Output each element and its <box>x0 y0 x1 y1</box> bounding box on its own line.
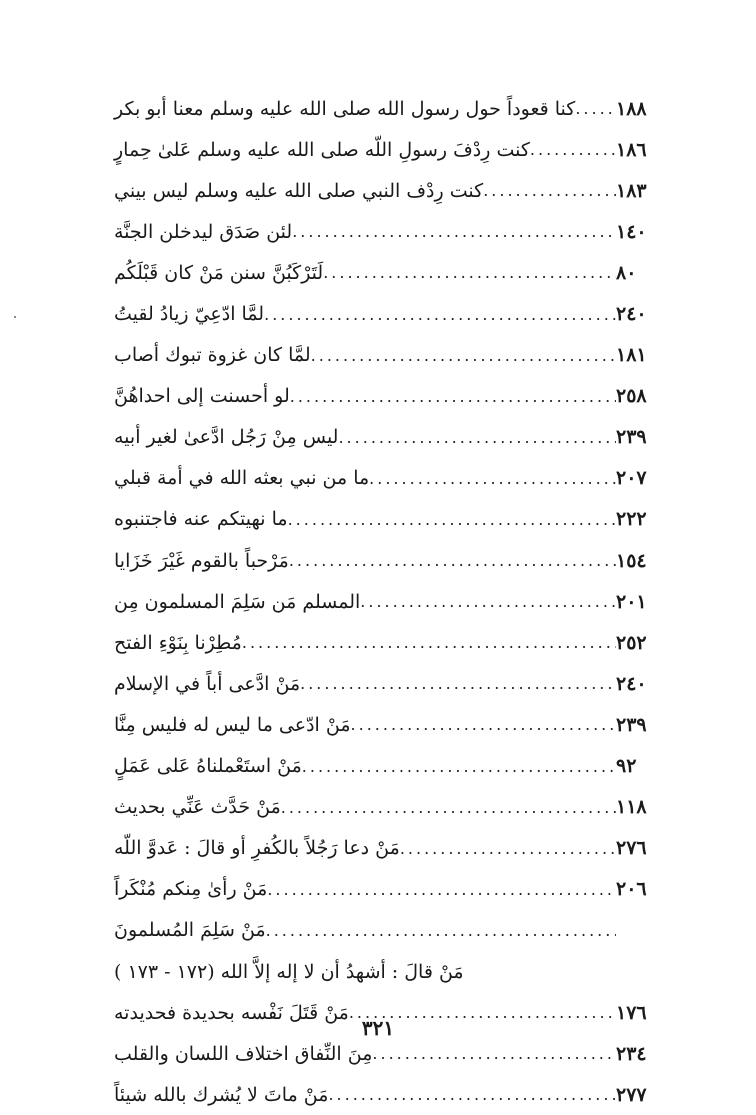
entry-text: كنت رِدْفَ رسولِ اللّه صلى الله عليه وسلم عَلىٰ حِمارٍ <box>114 138 530 161</box>
entry-text: لئن صَدَق ليدخلن الجنَّة <box>114 220 293 243</box>
index-entry <box>106 622 678 663</box>
entry-page-number: ٢٤٠ <box>616 672 647 695</box>
entry-page-number: ٢٠١ <box>616 590 647 613</box>
index-entry <box>106 704 678 745</box>
index-entry <box>106 746 678 787</box>
index-entry <box>106 458 678 499</box>
leader-dots <box>266 921 616 940</box>
leader-dots <box>328 1085 616 1104</box>
leader-dots <box>267 880 616 899</box>
entry-page-number: ٢٧٦ <box>616 837 647 860</box>
page-number: ٣٢١ <box>361 1016 395 1040</box>
entry-text: لمَّا ادّعِيّ زيادُ لقيتُ <box>114 303 265 326</box>
leader-dots <box>483 181 616 200</box>
leader-dots <box>264 305 616 324</box>
index-entry <box>106 581 678 622</box>
index-entry <box>106 417 678 458</box>
leader-dots <box>289 551 616 570</box>
leader-dots <box>300 674 616 693</box>
leader-dots <box>302 757 616 776</box>
entry-text: لَتَرْكَبُنَّ سنن مَنْ كان قَبْلَكُم <box>114 261 324 284</box>
margin-speck <box>14 316 16 318</box>
entry-page-number: ١٨٦ <box>616 138 647 161</box>
index-entry <box>106 540 678 581</box>
entry-text: مَنْ سَلِمَ المُسلمونَ <box>114 919 266 942</box>
entry-page-number: ٢٤٠ <box>616 303 647 326</box>
entry-text: مَنْ ادَّعى أباً في الإسلام <box>114 672 301 695</box>
entry-text: كنت رِدْف النبي صلى الله عليه وسلم ليس بيني <box>114 179 484 202</box>
entry-page-number: ١٨٣ <box>616 179 647 202</box>
leader-dots <box>530 140 616 159</box>
entry-text: مَنْ ماتَ لا يُشرك بالله شيئاً <box>114 1083 329 1106</box>
entry-text: مَنْ قَتَلَ نَفْسه بحديدة فحديدته <box>114 1001 349 1024</box>
entry-text: لو أحسنت إلى احداهُنَّ <box>114 385 290 408</box>
entry-page-number: ١٨١ <box>616 344 647 367</box>
index-entry <box>106 252 678 293</box>
index-entry <box>106 951 678 992</box>
entry-page-number: ٢٧٧ <box>616 1083 647 1106</box>
entry-page-number: ٢٠٦ <box>616 878 647 901</box>
entry-page-number: ٨٠ <box>616 261 637 284</box>
entry-page-number: ٢٥٢ <box>616 631 647 654</box>
entry-text: كنا قعوداً حول رسول الله صلى الله عليه وسلم معنا أبو بكر <box>114 97 576 120</box>
entry-page-number: ٢٠٧ <box>616 467 647 490</box>
index-entry <box>106 499 678 540</box>
entry-page-number: ١٥٤ <box>616 549 647 572</box>
leader-dots <box>338 428 616 447</box>
leader-dots <box>290 387 616 406</box>
entry-text: مَنْ استَعْملناهُ عَلى عَمَلٍ <box>114 755 302 778</box>
entry-page-number: ١٤٠ <box>616 220 647 243</box>
entry-page-number: ١٧٦ <box>616 1001 647 1024</box>
entry-text: مَرْحباً بالقوم غَيْرَ خَزَايا <box>114 549 289 572</box>
leader-dots <box>242 633 616 652</box>
index-entry <box>106 869 678 910</box>
entry-text: مِنَ النِّفاق اختلاف اللسان والقلب <box>114 1042 373 1065</box>
index-entry <box>106 211 678 252</box>
index-entry <box>106 170 678 211</box>
leader-dots <box>575 99 616 118</box>
leader-dots <box>372 1044 616 1063</box>
leader-dots <box>281 798 616 817</box>
entry-page-number: ٢٣٩ <box>616 713 647 736</box>
index-entry <box>106 88 678 129</box>
index-entry <box>106 335 678 376</box>
leader-dots <box>369 469 616 488</box>
entry-page-number: ١٨٨ <box>616 97 647 120</box>
leader-dots <box>323 263 616 282</box>
entry-text: لمَّا كان غزوة تبوك أصاب <box>114 344 311 367</box>
leader-dots <box>360 592 616 611</box>
entry-text: مَنْ دعا رَجُلاً بالكُفرِ أو قالَ : عَدوَّ اللّه <box>114 837 400 860</box>
entry-page-number: ٢٣٩ <box>616 426 647 449</box>
entry-text: مَنْ قالَ : أشهدُ أن لا إله إلاَّ الله (١٧٢ - ١٧٣ ) <box>114 960 464 983</box>
index-entry <box>106 293 678 334</box>
entry-page-number: ٩٢ <box>616 755 637 778</box>
index-entry <box>106 1074 678 1115</box>
entry-page-number: ١١٨ <box>616 796 647 819</box>
entry-page-number: ٢٢٢ <box>616 508 647 531</box>
entry-text: ما نهيتكم عنه فاجتنبوه <box>114 508 288 531</box>
leader-dots <box>400 839 616 858</box>
entry-text: ليس مِنْ رَجُل ادَّعىٰ لغير أبيه <box>114 426 339 449</box>
index-entry <box>106 129 678 170</box>
index-entry <box>106 787 678 828</box>
leader-dots <box>288 510 616 529</box>
leader-dots <box>311 346 616 365</box>
entry-page-number: ٢٥٨ <box>616 385 647 408</box>
hadith-index-list <box>106 88 678 1115</box>
leader-dots <box>292 222 616 241</box>
index-entry <box>106 910 678 951</box>
entry-text: ما من نبي بعثه الله في أمة قبلي <box>114 467 370 490</box>
entry-text: المسلم مَن سَلِمَ المسلمون مِن <box>114 590 361 613</box>
leader-dots <box>351 715 616 734</box>
index-entry <box>106 828 678 869</box>
index-entry <box>106 663 678 704</box>
entry-text: مَنْ رأىٰ مِنكم مُنْكَراً <box>114 878 268 901</box>
index-entry <box>106 376 678 417</box>
entry-text: مَنْ حَدَّث عَنِّي بحديث <box>114 796 281 819</box>
entry-text: مُطِرْنا بِنَوْءِ الفتح <box>114 631 242 654</box>
entry-text: مَنْ ادّعى ما ليس له فليس مِنَّا <box>114 713 351 736</box>
entry-page-number: ٢٣٤ <box>616 1042 647 1065</box>
